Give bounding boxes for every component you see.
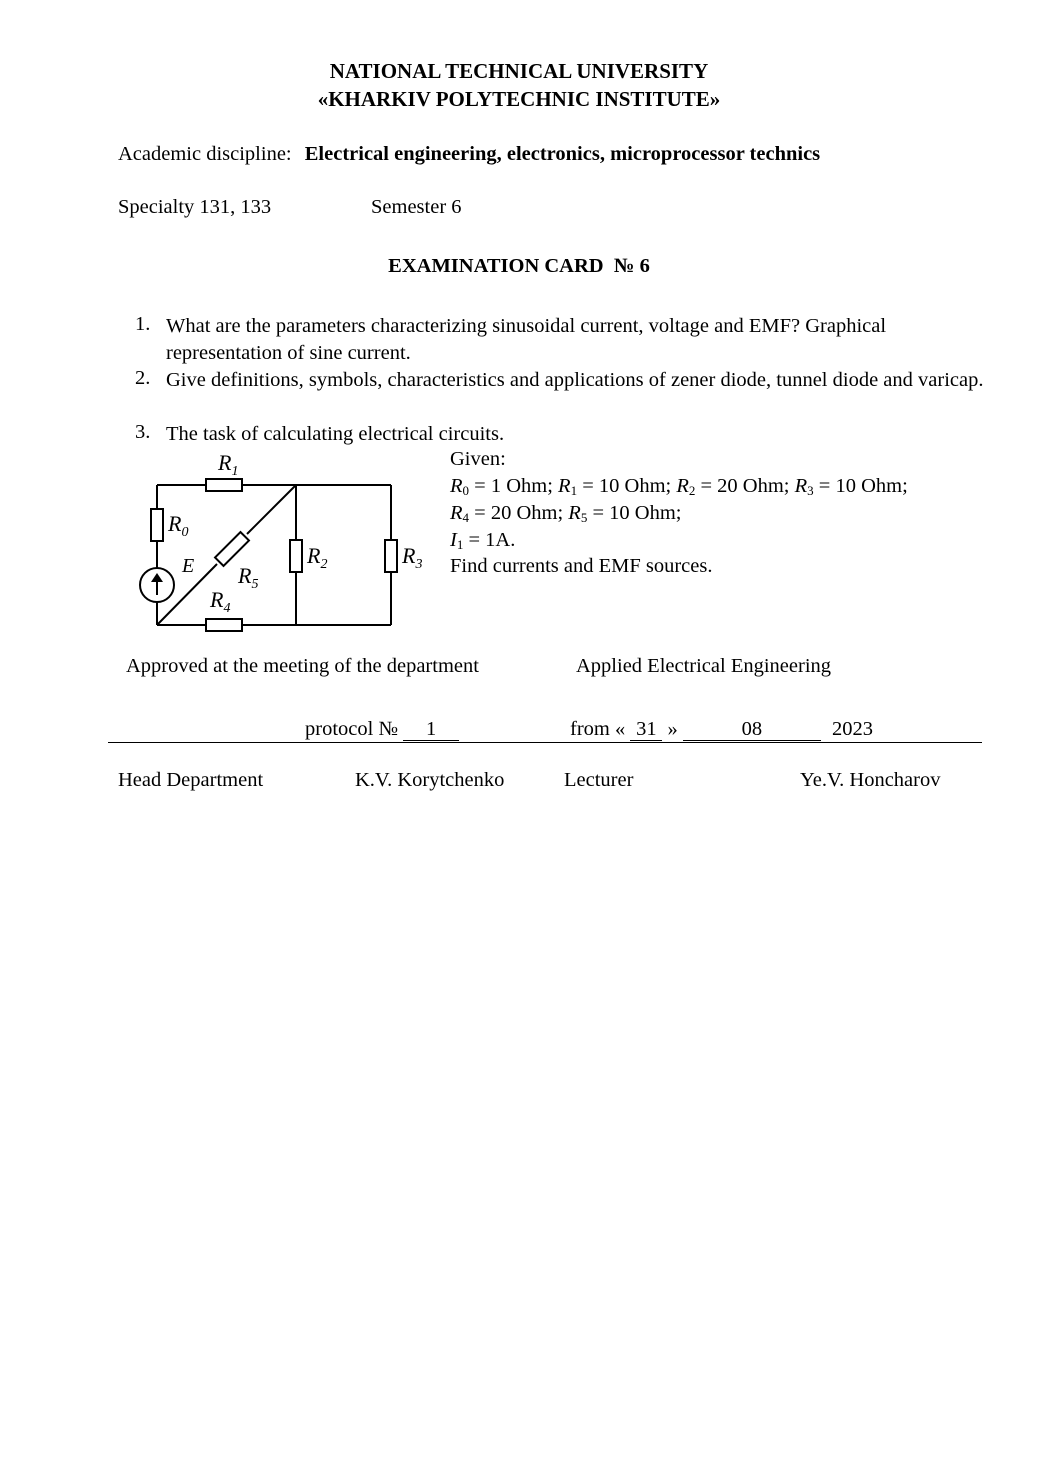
lecturer-name: Ye.V. Honcharov (800, 769, 941, 791)
lecturer-role: Lecturer (564, 769, 634, 791)
discipline-label: Academic discipline: (118, 143, 292, 165)
institute-name: «KHARKIV POLYTECHNIC INSTITUTE» (317, 87, 721, 111)
resistor-r0 (151, 509, 163, 541)
discipline-line (118, 143, 820, 166)
given-line-2: $R_4 = 20$ Ohm; $R_5 = 10$ Ohm; (450, 502, 682, 525)
semester: Semester 6 (371, 196, 462, 218)
question-text: Give definitions, symbols, characteristics and applications of zener diode, tunnel diode and varicap. (166, 369, 984, 391)
circuit-diagram (130, 445, 440, 645)
protocol-number: 1 (403, 718, 459, 741)
resistor-r1 (206, 479, 242, 491)
label-r4: $R_4$ (210, 587, 231, 616)
label-r0: $R_0$ (168, 511, 189, 540)
resistor-r2 (290, 540, 302, 572)
label-r1: $R_1$ (218, 450, 239, 479)
given-line-3: $I_1 = 1A$. (450, 529, 516, 552)
given-line-1: $R_0 = 1$ Ohm; $R_1 = 10$ Ohm; $R_2 = 20$ Ohm; $R_3 = 10$ Ohm; (450, 475, 908, 498)
wire (247, 485, 296, 534)
specialty: Specialty 131, 133 (118, 196, 272, 218)
label-e: E (182, 555, 195, 577)
university-name: NATIONAL TECHNICAL UNIVERSITY (329, 59, 709, 83)
resistor-r3 (385, 540, 397, 572)
discipline-value: Electrical engineering, electronics, microprocessor technics (304, 143, 821, 165)
question-number: 2. (135, 367, 151, 389)
question-number: 1. (135, 313, 151, 335)
head-name: K.V. Korytchenko (355, 769, 505, 791)
date-month: 08 (683, 718, 821, 741)
protocol-date: from « 31 » 08 2023 (570, 718, 873, 740)
question-number: 3. (135, 421, 151, 443)
given-task: Find currents and EMF sources. (450, 555, 713, 577)
label-r3: $R_3$ (402, 543, 423, 572)
head-role: Head Department (118, 769, 264, 791)
date-year: 2023 (831, 718, 873, 740)
card-title: EXAMINATION CARD № 6 (388, 255, 650, 277)
label-r5: $R_5$ (238, 563, 259, 592)
resistor-r4 (206, 619, 242, 631)
department-name: Applied Electrical Engineering (576, 655, 832, 677)
divider-line (108, 742, 982, 743)
given-heading: Given: (450, 448, 506, 470)
approval-text: Approved at the meeting of the department (126, 655, 479, 677)
question-text: What are the parameters characterizing sinusoidal current, voltage and EMF? Graphical representation of sine current. (166, 315, 887, 364)
question-text: The task of calculating electrical circuits. (166, 423, 505, 445)
label-r2: $R_2$ (307, 543, 328, 572)
resistor-r5 (215, 532, 249, 566)
date-day: 31 (630, 718, 662, 741)
protocol-field: protocol № 1 (305, 718, 459, 741)
